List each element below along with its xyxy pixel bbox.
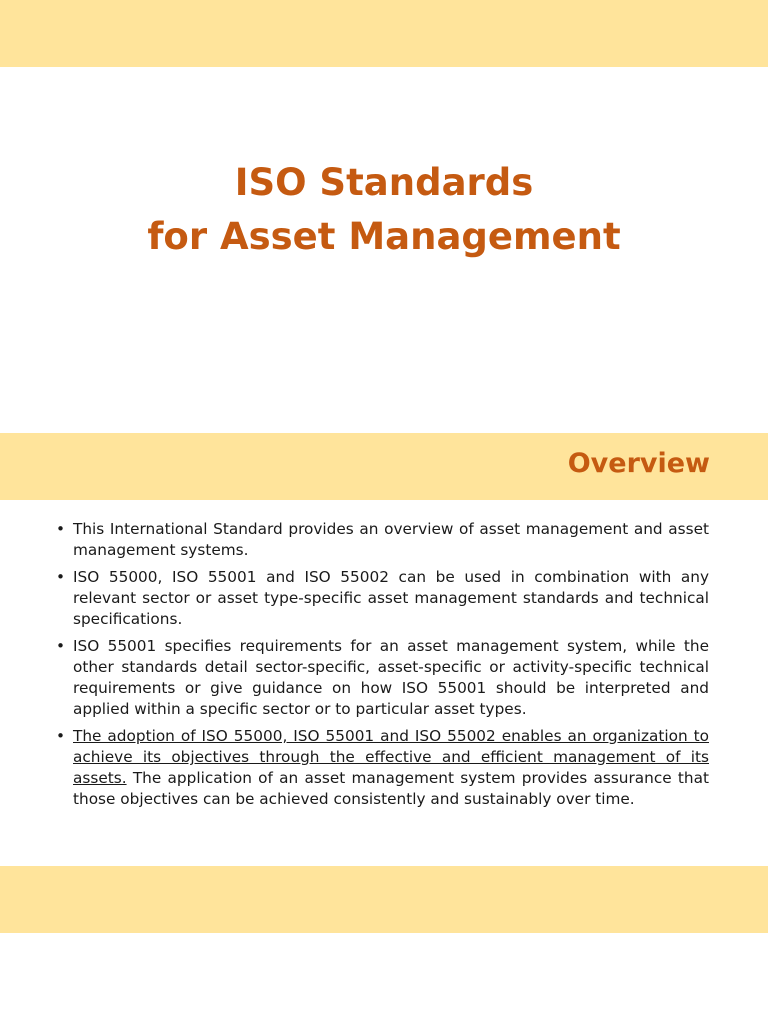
bullet-dot: • xyxy=(56,637,66,655)
bullet-item xyxy=(56,519,709,561)
page-title xyxy=(0,156,768,264)
bullet-dot: • xyxy=(56,568,66,586)
bullet-text: This International Standard provides an overview of asset management and asset management systems. xyxy=(73,520,709,559)
page-title-line-2: for Asset Management xyxy=(147,215,621,258)
bullet-dot: • xyxy=(56,727,66,745)
overview-heading: Overview xyxy=(567,448,710,479)
bullet-text: ISO 55001 specifies requirements for an asset management system, while the other standards detail sector-specific, asset-specific or activity-specific technical requirements or give guidance on how ISO 55001 should be interpreted and applied within a specific sector or to particular asset types. xyxy=(73,637,709,718)
page-title-line-1: ISO Standards xyxy=(234,161,534,204)
bottom-footer-band xyxy=(0,866,768,933)
overview-bullet-list xyxy=(56,519,709,816)
bullet-item xyxy=(56,636,709,720)
bullet-item xyxy=(56,726,709,810)
bullet-dot: • xyxy=(56,520,66,538)
bullet-text: The application of an asset management system provides assurance that those objectives can be achieved consistently and sustainably over time. xyxy=(73,769,709,808)
bullet-text: ISO 55000, ISO 55001 and ISO 55002 can be used in combination with any relevant sector or asset type-specific asset management standards and technical specifications. xyxy=(73,568,709,628)
top-header-band xyxy=(0,0,768,67)
bullet-item xyxy=(56,567,709,630)
bullet-underlined-text: The adoption of ISO 55000, ISO 55001 and ISO 55002 enables an organization to achieve its objectives through the effective and efficient management of its assets. xyxy=(73,727,709,787)
